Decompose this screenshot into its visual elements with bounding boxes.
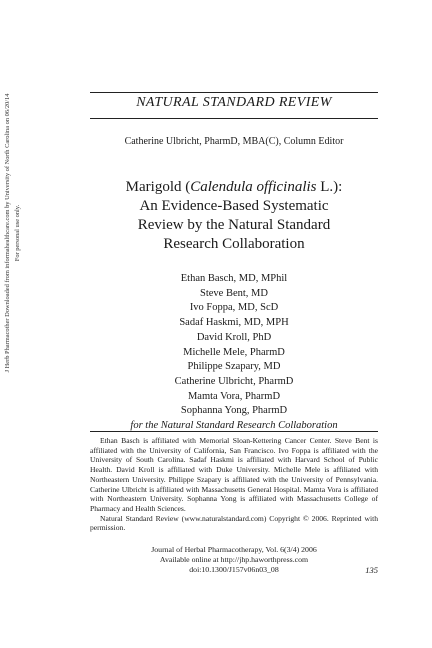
journal-line-1: Journal of Herbal Pharmacotherapy, Vol. 6(3/4) 2006 bbox=[151, 545, 317, 554]
article-title-line-4: Research Collaboration bbox=[163, 236, 305, 252]
author: Ethan Basch, MD, MPhil bbox=[180, 273, 288, 284]
author: Sophanna Yong, PharmD bbox=[180, 405, 288, 417]
footnote-rule bbox=[90, 431, 378, 432]
journal-citation bbox=[90, 545, 378, 575]
title-latin-name: Calendula officinalis bbox=[190, 179, 317, 195]
header-rule-top bbox=[90, 92, 378, 93]
journal-doi: doi:10.1300/J157v06n03_08 bbox=[189, 565, 279, 574]
copyright-paragraph: Natural Standard Review (www.naturalstandard.com) Copyright © 2006. Reprinted with permission. bbox=[90, 513, 378, 533]
author: Ivo Foppa, MD, ScD bbox=[189, 302, 279, 314]
download-notice-line-1: J Herb Pharmacother Downloaded from informahealthcare.com by University of North Carolina on 06/20/14 bbox=[4, 93, 11, 373]
header-rule-bottom bbox=[90, 118, 378, 119]
column-editor: Catherine Ulbricht, PharmD, MBA(C), Column Editor bbox=[124, 136, 344, 147]
article-title-line-1 bbox=[90, 178, 378, 197]
author: Mamta Vora, PharmD bbox=[187, 390, 281, 402]
title-text: Marigold ( bbox=[125, 179, 191, 195]
author: Michelle Mele, PharmD bbox=[183, 346, 285, 358]
author-list bbox=[90, 272, 378, 434]
article-title bbox=[90, 178, 378, 254]
download-notice-line-2: For personal use only. bbox=[14, 204, 21, 262]
section-title: NATURAL STANDARD REVIEW bbox=[136, 95, 332, 110]
collaboration-line: for the Natural Standard Research Collaboration bbox=[130, 420, 338, 432]
author: Steve Bent, MD bbox=[200, 287, 268, 299]
affiliations-paragraph: Ethan Basch is affiliated with Memorial Sloan-Kettering Cancer Center. Steve Bent is affiliated with the University of California, San Francisco. Ivo Foppa is affiliated with the University of South Carolina. Sadaf Haskmi is affiliated with Harvard School of Public Health. David Kroll is affiliated with Duke University. Michelle Mele is affiliated with Northeastern University. Philippe Szapary is affiliated with the University of Pennsylvania. Catherine Ulbricht is affiliated with Massachusetts General Hospital. Mamta Vora is affiliated with Northeastern University. Sophanna Yong is affiliated with Massachusetts College of Pharmacy and Health Sciences. bbox=[90, 436, 378, 513]
page-number: 135 bbox=[365, 565, 378, 575]
journal-line-2: Available online at http://jhp.haworthpress.com bbox=[159, 555, 309, 564]
affiliations-footnote bbox=[90, 436, 378, 533]
author: Sadaf Haskmi, MD, MPH bbox=[179, 317, 289, 329]
author: David Kroll, PhD bbox=[196, 331, 272, 343]
article-title-line-3: Review by the Natural Standard bbox=[137, 217, 331, 233]
download-notice bbox=[3, 68, 27, 398]
article-title-line-2: An Evidence-Based Systematic bbox=[139, 198, 329, 214]
author: Philippe Szapary, MD bbox=[187, 361, 281, 373]
title-text-end: L.): bbox=[316, 179, 343, 195]
author: Catherine Ulbricht, PharmD bbox=[174, 375, 294, 387]
